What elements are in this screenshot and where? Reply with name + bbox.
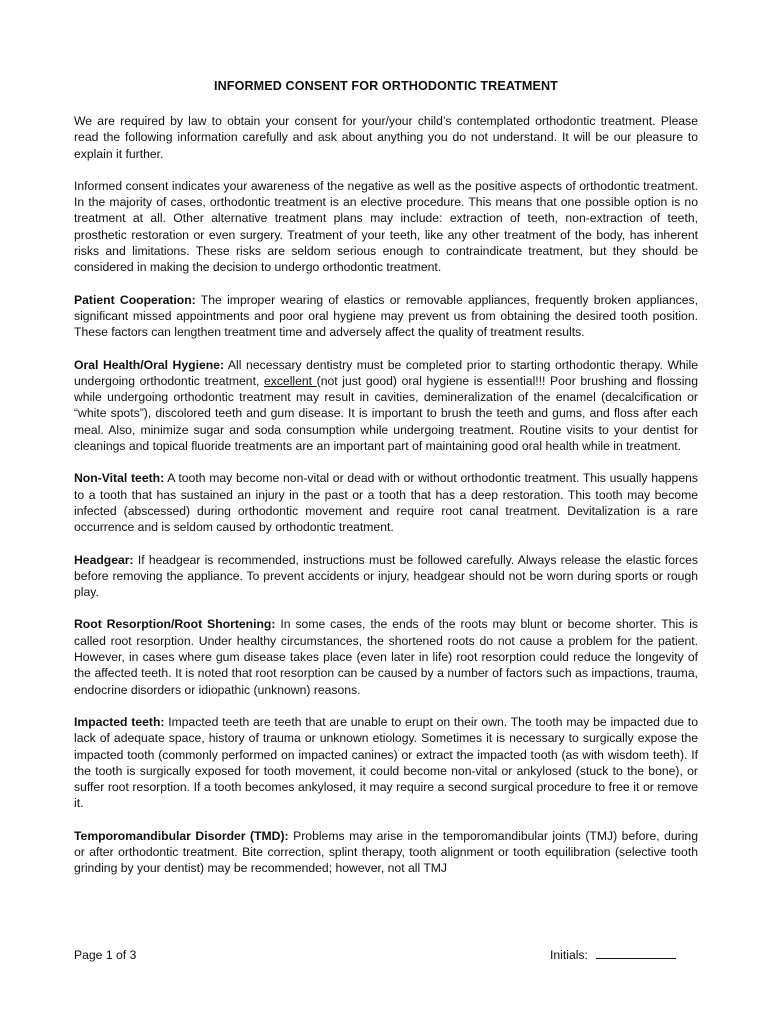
intro-paragraph-2: Informed consent indicates your awareness of the negative as well as the positive aspects of orthodontic treatment. In the majority of cases, orthodontic treatment is an elective procedure. This means that one possible option is no treatment at all. Other alternative treatment plans may include: extraction of teeth, non-extraction of teeth, prosthetic restoration or even surgery. Treatment of your teeth, like any other treatment of the body, has inherent risks and limitations. These risks are seldom serious enough to contraindicate treatment, but they should be considered in making the decision to undergo orthodontic treatment.: [74, 178, 698, 275]
section-root-resorption: [74, 616, 698, 697]
section-text: If headgear is recommended, instructions must be followed carefully. Always release the elastic forces before removing the appliance. To prevent accidents or injury, headgear should not be worn during sports or rough play.: [74, 552, 698, 600]
section-heading: Patient Cooperation:: [74, 292, 196, 307]
section-headgear: [74, 552, 698, 601]
section-text: In some cases, the ends of the roots may blunt or become shorter. This is called root resorption. Under healthy circumstances, the shortened roots do not cause a problem for the patient. However, in cases where gum disease takes place (even later in life) root resorption could reduce the longevity of the affected teeth. It is noted that root resorption can be caused by a number of factors such as impactions, trauma, endocrine disorders or idiopathic (unknown) reasons.: [74, 617, 698, 697]
document-title: INFORMED CONSENT FOR ORTHODONTIC TREATMENT: [214, 79, 558, 93]
underlined-emphasis: excellent: [263, 373, 317, 388]
section-text: The improper wearing of elastics or removable appliances, frequently broken appliances, significant missed appointments and poor oral hygiene may prevent us from obtaining the desired tooth position. These factors can lengthen treatment time and adversely affect the quality of treatment results.: [74, 292, 698, 340]
section-text: Problems may arise in the temporomandibular joints (TMJ) before, during or after orthodontic treatment. Bite correction, splint therapy, tooth alignment or tooth equilibration (selective tooth grinding by your dentist) may be recommended; however, not all TMJ: [74, 828, 698, 876]
section-heading: Impacted teeth:: [74, 714, 165, 729]
section-non-vital-teeth: [74, 470, 698, 535]
section-text: A tooth may become non-vital or dead with or without orthodontic treatment. This usually happens to a tooth that has sustained an injury in the past or a tooth that has a deep restoration. This tooth may become infected (abscessed) during orthodontic movement and require root canal treatment. Devitalization is a rare occurrence and is seldom caused by orthodontic treatment.: [74, 471, 698, 535]
initials-field[interactable]: [596, 947, 676, 959]
section-heading: Headgear:: [74, 552, 134, 567]
section-oral-hygiene: [74, 357, 698, 455]
section-impacted-teeth: [74, 714, 698, 812]
section-heading: Non-Vital teeth:: [74, 471, 165, 486]
section-text: (not just good) oral hygiene is essential!!! Poor brushing and flossing while undergoing orthodontic treatment may result in cavities, demineralization of the enamel (decalcification or “white spots”), discolored teeth and gum disease. It is important to brush the teeth and gums, and floss after each meal. Also, minimize sugar and soda consumption while undergoing treatment. Routine visits to your dentist for cleanings and topical fluoride treatments are an important part of maintaining good oral health while in treatment.: [74, 373, 698, 454]
section-heading: Root Resorption/Root Shortening:: [74, 617, 276, 632]
section-tmd: [74, 828, 698, 877]
section-text: Impacted teeth are teeth that are unable to erupt on their own. The tooth may be impacted due to lack of adequate space, history of trauma or unknown etiology. Sometimes it is necessary to surgically expose the impacted tooth (commonly performed on impacted canines) or extract the impacted tooth (as with wisdom teeth). If the tooth is surgically exposed for tooth movement, it could become non-vital or ankylosed (stuck to the bone), or suffer root resorption. If a tooth becomes ankylosed, it may require a second surgical procedure to free it or remove it.: [74, 714, 698, 811]
section-patient-cooperation: [74, 292, 698, 341]
initials-label: Initials:: [550, 948, 588, 962]
initials-block: [550, 947, 676, 963]
section-heading: Temporomandibular Disorder (TMD):: [74, 828, 289, 843]
document-page: [74, 79, 698, 893]
page-number: Page 1 of 3: [74, 948, 137, 962]
intro-paragraph-1: We are required by law to obtain your consent for your/your child’s contemplated orthodontic treatment. Please read the following information carefully and ask about anything you do not understand. It will be our pleasure to explain it further.: [74, 114, 698, 161]
section-text: All necessary dentistry must be completed prior to starting orthodontic therapy. While undergoing orthodontic treatment,: [74, 357, 698, 388]
section-heading: Oral Health/Oral Hygiene:: [74, 357, 225, 372]
